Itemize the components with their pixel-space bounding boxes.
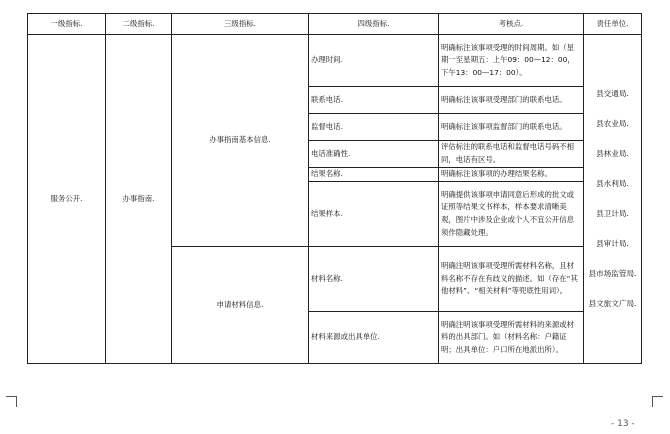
level3-cell: 申请材料信息. [172,247,309,364]
assessment-point-cell: 明确注明该事项受理所需材料名称，且材料名称不存在有歧义的描述。如（存在“其他材料”、“相关材料”等兜底性用词）。 [439,247,584,312]
crop-mark-right [652,396,663,407]
header-level2: 二级指标. [106,14,172,35]
unit-item: 县水利局. [596,179,629,188]
level4-cell: 结果样本. [309,182,439,247]
page-number: - 13 - [611,419,635,429]
level3-cell: 办事指南基本信息. [172,35,309,247]
unit-item: 县农业局. [596,119,629,128]
level4-cell: 监督电话. [309,114,439,141]
assessment-point-cell: 明确标注该事项受理部门的联系电话。 [439,87,584,114]
assessment-point-cell: 评估标注的联系电话和监督电话号码不相同，电话有区号。 [439,141,584,168]
unit-item: 县卫计局. [596,209,629,218]
header-level4: 四级指标. [309,14,439,35]
table-row [28,35,642,87]
assessment-point-cell: 明确标注该事项的办理结果名称。 [439,168,584,182]
unit-item: 县林业局. [596,149,629,158]
level4-cell: 电话准确性. [309,141,439,168]
crop-mark-left [6,396,17,407]
level2-cell: 办事指南. [106,35,172,364]
responsible-units-cell [584,35,642,364]
level4-cell: 材料来源或出具单位. [309,312,439,364]
assessment-point-cell: 明确提供该事项申请同意后形成的批文或证照等结果文书样本，样本要求清晰美观，图片中涉及企业或个人不宜公开信息须作隐藏处理。 [439,182,584,247]
table-header-row [28,14,642,35]
level4-cell: 结果名称. [309,168,439,182]
level4-cell: 联系电话. [309,87,439,114]
assessment-point-cell: 明确标注该事项受理的时间周期。如（星期一至星期五：上午09：00—12：00，下午13：00—17：00）。 [439,35,584,87]
assessment-point-cell: 明确标注该事项监督部门的联系电话。 [439,114,584,141]
unit-item: 县审计局. [596,239,629,248]
header-level1: 一级指标. [28,14,106,35]
header-responsible-unit: 责任单位. [584,14,642,35]
indicator-table [27,13,642,364]
header-assessment-point: 考核点. [439,14,584,35]
unit-item: 县交通局. [596,89,629,98]
level1-cell: 服务公开. [28,35,106,364]
assessment-point-cell: 明确注明该事项受理所需材料的来源或材料的出具部门。如（材料名称：户籍证明；出具单位：户口所在地派出所）。 [439,312,584,364]
unit-item: 县文旅文广局. [588,299,637,308]
header-level3: 三级指标. [172,14,309,35]
level4-cell: 办理时间. [309,35,439,87]
unit-item: 县市场监管局. [588,269,637,278]
level4-cell: 材料名称. [309,247,439,312]
